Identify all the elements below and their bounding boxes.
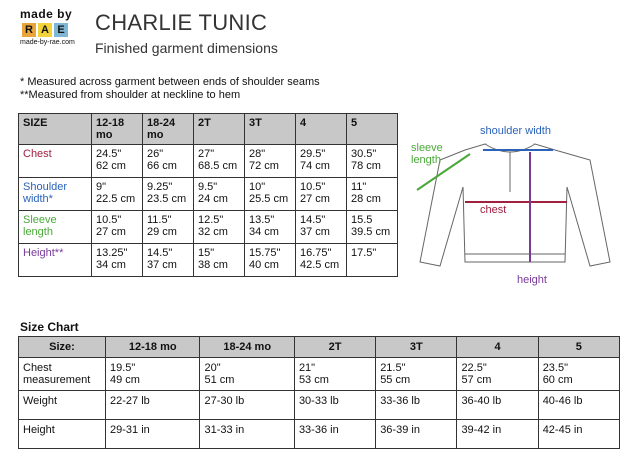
cell-line: 42.5 cm: [300, 259, 340, 271]
cell-line: 13.5": [249, 214, 275, 226]
row-label: Chest measurement: [19, 358, 106, 391]
table-cell: [294, 391, 375, 420]
cell-line: 40-46 lb: [542, 395, 583, 407]
table-cell: [296, 211, 347, 244]
cell-line: 21": [298, 362, 316, 374]
cell-line: 49 cm: [110, 374, 140, 386]
table-cell: [347, 178, 398, 211]
table-cell: [245, 211, 296, 244]
row-label: Weight: [19, 391, 106, 420]
cell-line: 39-42 in: [461, 424, 502, 436]
cell-line: 15": [198, 247, 215, 259]
cell-line: 10": [249, 181, 266, 193]
logo-url: made-by-rae.com: [20, 39, 75, 46]
cell-line: 60 cm: [542, 374, 573, 386]
table-header-row: [19, 114, 398, 145]
cell-line: 30.5": [351, 148, 377, 160]
table-cell: [294, 420, 375, 449]
cell-line: 24 cm: [198, 193, 228, 205]
cell-line: 62 cm: [96, 160, 126, 172]
column-header: 4: [296, 114, 347, 145]
cell-line: 57 cm: [461, 374, 492, 386]
cell-line: 15.75": [249, 247, 281, 259]
column-header: 5: [538, 337, 619, 358]
cell-line: 30-33 lb: [298, 395, 339, 407]
sleeve-length-label: sleeve length: [411, 142, 443, 166]
cell-line: 22.5": [461, 362, 487, 374]
table-cell: [194, 211, 245, 244]
cell-line: 33-36 lb: [380, 395, 420, 407]
column-header: 18-24 mo: [143, 114, 194, 145]
table-cell: [194, 145, 245, 178]
cell-line: 27 cm: [300, 193, 330, 205]
chest-label: chest: [480, 204, 507, 216]
column-header: 2T: [294, 337, 375, 358]
table-header-row: [19, 337, 620, 358]
cell-line: 24.5": [96, 148, 122, 160]
cell-line: 74 cm: [300, 160, 330, 172]
cell-line: 22.5 cm: [96, 193, 136, 205]
cell-line: 34 cm: [96, 259, 126, 271]
cell-line: 9.25": [147, 181, 173, 193]
logo-made-by-text: made by: [20, 7, 73, 21]
cell-line: 37 cm: [300, 226, 330, 238]
row-label: Sleeve length: [19, 211, 92, 244]
cell-line: 9.5": [198, 181, 218, 193]
table-row: [19, 420, 620, 449]
cell-line: 16.75": [300, 247, 332, 259]
height-label: height: [517, 274, 547, 286]
table-cell: [294, 358, 375, 391]
cell-line: 31-33 in: [204, 424, 245, 436]
size-chart-table: [18, 336, 620, 449]
garment-dimensions-table: [18, 113, 398, 277]
cell-line: 33-36 in: [298, 424, 339, 436]
cell-line: 14.5": [147, 247, 173, 259]
cell-line: 38 cm: [198, 259, 228, 271]
column-header: SIZE: [19, 114, 92, 145]
table-cell: [92, 211, 143, 244]
row-label: Height**: [19, 244, 92, 277]
cell-line: 39.5 cm: [351, 226, 391, 238]
cell-line: 42-45 in: [542, 424, 583, 436]
column-header: 12-18 mo: [92, 114, 143, 145]
table-cell: [376, 391, 457, 420]
cell-line: 10.5": [300, 181, 326, 193]
table-cell: [92, 244, 143, 277]
column-header: Size:: [19, 337, 106, 358]
footnote-shoulder: * Measured across garment between ends of shoulder seams: [20, 76, 320, 88]
table-row: [19, 244, 398, 277]
tunic-illustration: [405, 112, 630, 297]
table-cell: [296, 244, 347, 277]
table-cell: [347, 145, 398, 178]
made-by-rae-logo: [20, 8, 88, 46]
cell-line: 27 cm: [96, 226, 126, 238]
cell-line: 14.5": [300, 214, 326, 226]
table-cell: [200, 420, 294, 449]
cell-line: 17.5": [351, 247, 377, 259]
tunic-diagram: [405, 112, 630, 297]
cell-line: 23.5 cm: [147, 193, 187, 205]
cell-line: 78 cm: [351, 160, 381, 172]
cell-line: 26": [147, 148, 164, 160]
page-title: CHARLIE TUNIC: [95, 10, 268, 35]
table-cell: [106, 420, 200, 449]
table-cell: [347, 244, 398, 277]
logo-letter-a: A: [38, 23, 52, 37]
column-header: 12-18 mo: [106, 337, 200, 358]
cell-line: 66 cm: [147, 160, 177, 172]
cell-line: 23.5": [542, 362, 569, 374]
table-cell: [143, 178, 194, 211]
cell-line: 37 cm: [147, 259, 177, 271]
cell-line: 28": [249, 148, 266, 160]
cell-line: 68.5 cm: [198, 160, 238, 172]
cell-line: 29-31 in: [110, 424, 150, 436]
cell-line: 10.5": [96, 214, 122, 226]
cell-line: 40 cm: [249, 259, 279, 271]
cell-line: 55 cm: [380, 374, 411, 386]
table-cell: [143, 145, 194, 178]
shoulder-width-label: shoulder width: [480, 125, 551, 137]
table-row: [19, 145, 398, 178]
cell-line: 22-27 lb: [110, 395, 150, 407]
size-chart-title: Size Chart: [20, 320, 79, 334]
cell-line: 11": [351, 181, 367, 193]
column-header: 5: [347, 114, 398, 145]
row-label: Height: [19, 420, 106, 449]
column-header: 18-24 mo: [200, 337, 294, 358]
cell-line: 28 cm: [351, 193, 381, 205]
table-cell: [245, 244, 296, 277]
table-cell: [538, 420, 619, 449]
cell-line: 20": [204, 362, 221, 374]
cell-line: 29.5": [300, 148, 326, 160]
table-cell: [376, 358, 457, 391]
cell-line: 36-39 in: [380, 424, 420, 436]
cell-line: 25.5 cm: [249, 193, 289, 205]
cell-line: 11.5": [147, 214, 172, 226]
row-label: Chest: [19, 145, 92, 178]
table-cell: [106, 391, 200, 420]
cell-line: 27-30 lb: [204, 395, 245, 407]
table-cell: [296, 178, 347, 211]
logo-letter-r: R: [22, 23, 36, 37]
table-cell: [200, 391, 294, 420]
table-cell: [347, 211, 398, 244]
cell-line: 13.25": [96, 247, 128, 259]
cell-line: 27": [198, 148, 215, 160]
table-row: [19, 391, 620, 420]
cell-line: 34 cm: [249, 226, 279, 238]
column-header: 4: [457, 337, 538, 358]
table-row: [19, 358, 620, 391]
table-cell: [538, 358, 619, 391]
cell-line: 51 cm: [204, 374, 235, 386]
cell-line: 21.5": [380, 362, 406, 374]
cell-line: 19.5": [110, 362, 136, 374]
table-cell: [194, 178, 245, 211]
cell-line: 72 cm: [249, 160, 279, 172]
column-header: 3T: [376, 337, 457, 358]
table-cell: [538, 391, 619, 420]
table-row: [19, 178, 398, 211]
table-cell: [376, 420, 457, 449]
table-row: [19, 211, 398, 244]
cell-line: 29 cm: [147, 226, 177, 238]
logo-letter-e: E: [54, 23, 68, 37]
table-cell: [457, 420, 538, 449]
cell-line: 12.5": [198, 214, 224, 226]
table-cell: [143, 244, 194, 277]
row-label: Shoulder width*: [19, 178, 92, 211]
column-header: 3T: [245, 114, 296, 145]
table-cell: [92, 178, 143, 211]
footnote-height: **Measured from shoulder at neckline to hem: [20, 89, 241, 101]
table-cell: [92, 145, 143, 178]
cell-line: 53 cm: [298, 374, 329, 386]
table-cell: [457, 391, 538, 420]
table-cell: [245, 178, 296, 211]
table-cell: [194, 244, 245, 277]
table-cell: [143, 211, 194, 244]
cell-line: 36-40 lb: [461, 395, 502, 407]
table-cell: [245, 145, 296, 178]
table-cell: [457, 358, 538, 391]
table-cell: [200, 358, 294, 391]
page-subtitle: Finished garment dimensions: [95, 40, 278, 56]
table-cell: [296, 145, 347, 178]
cell-line: 15.5: [351, 214, 373, 226]
cell-line: 9": [96, 181, 107, 193]
column-header: 2T: [194, 114, 245, 145]
table-cell: [106, 358, 200, 391]
logo-letters: [22, 23, 88, 37]
cell-line: 32 cm: [198, 226, 228, 238]
